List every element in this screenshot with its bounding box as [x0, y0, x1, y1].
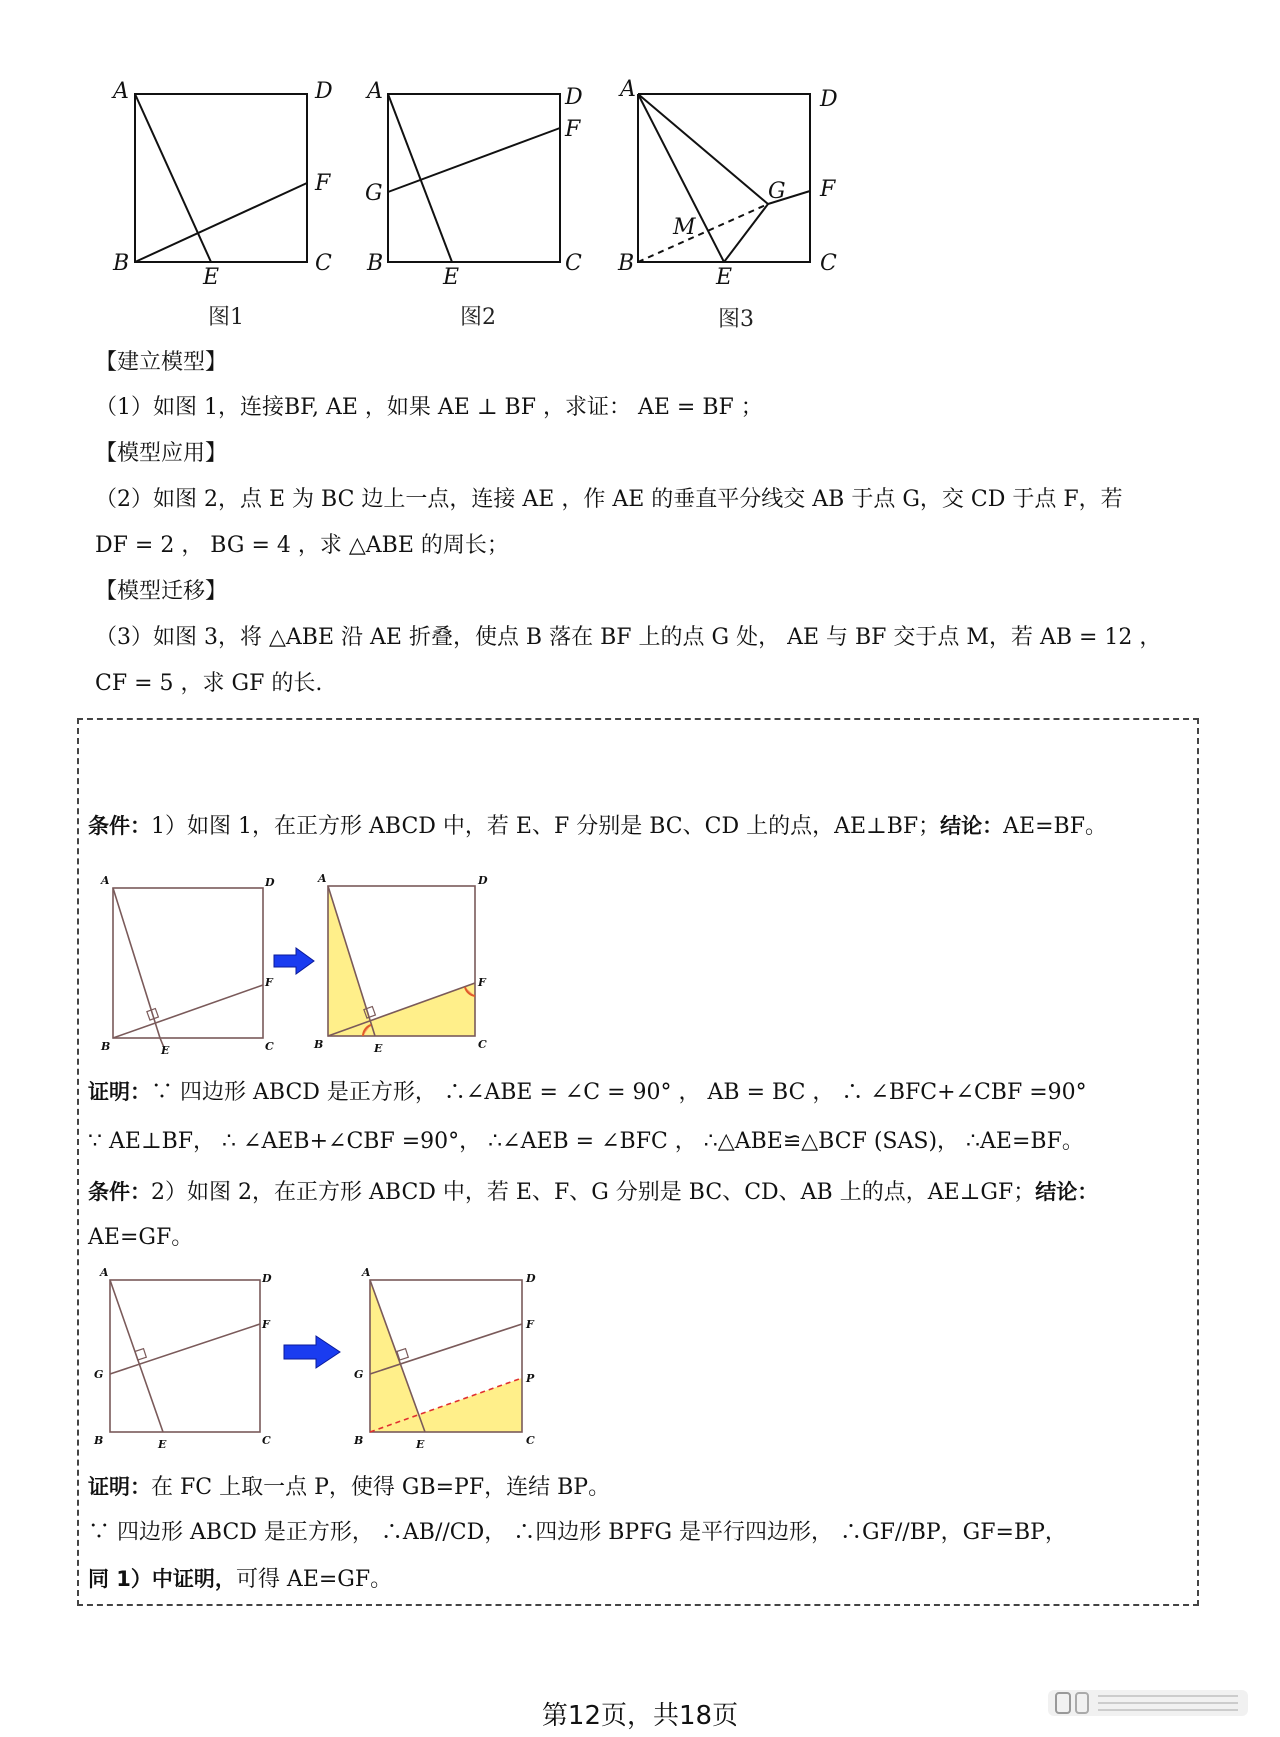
svg-text:G: G	[94, 1368, 104, 1381]
svg-text:C: C	[526, 1434, 535, 1447]
proof-2-line-3-text: 可得 AE=GF。	[235, 1567, 393, 1592]
svg-text:G: G	[365, 181, 383, 206]
proof-2-label: 证明：	[88, 1475, 151, 1499]
svg-text:P: P	[526, 1372, 535, 1385]
proof-1-line-1	[88, 1077, 1087, 1108]
svg-text:E: E	[374, 1042, 383, 1055]
svg-text:E: E	[716, 265, 733, 290]
svg-text:A: A	[318, 872, 327, 885]
proof-2-line-2: ∵ 四边形 ABCD 是正方形， ∴AB//CD， ∴四边形 BPFG 是平行四边形， ∴GF//BP，GF=BP，	[88, 1520, 1067, 1545]
svg-text:A: A	[367, 79, 383, 104]
svg-text:B: B	[94, 1434, 104, 1447]
heading-model-transfer: 【模型迁移】	[95, 579, 228, 604]
figure-1-caption: 图1	[208, 305, 244, 330]
svg-text:C: C	[262, 1434, 271, 1447]
svg-text:D: D	[315, 79, 333, 104]
svg-text:E: E	[158, 1438, 167, 1451]
svg-text:C: C	[820, 251, 837, 276]
svg-text:E: E	[443, 265, 460, 290]
svg-text:E: E	[416, 1438, 425, 1451]
proof-1-line-2: ∵ AE⊥BF， ∴ ∠AEB+∠CBF =90°， ∴∠AEB = ∠BFC ， ∴△ABE≌△BCF (SAS)， ∴AE=BF。	[88, 1129, 1084, 1154]
page-indicator-icon[interactable]	[1048, 1688, 1248, 1718]
heading-model-application: 【模型应用】	[95, 441, 228, 466]
svg-text:B: B	[354, 1434, 364, 1447]
figure-1	[105, 70, 345, 290]
svg-text:A: A	[113, 79, 129, 104]
figure-2-caption: 图2	[460, 305, 496, 330]
arrow-right-icon-2	[282, 1334, 342, 1370]
svg-text:F: F	[262, 1318, 270, 1331]
solution-figure-1-left	[95, 870, 285, 1060]
svg-text:C: C	[265, 1040, 274, 1053]
proof-2-text-1: 在 FC 上取一点 P，使得 GB=PF，连结 BP。	[151, 1475, 611, 1500]
svg-text:F: F	[315, 171, 331, 196]
svg-text:E: E	[203, 265, 220, 290]
svg-text:D: D	[478, 874, 488, 887]
svg-text:G: G	[354, 1368, 364, 1381]
svg-text:B: B	[113, 251, 130, 276]
proof-2-line-1	[88, 1472, 610, 1503]
condition-1-text: 1）如图 1，在正方形 ABCD 中，若 E、F 分别是 BC、CD 上的点，AE⊥BF；	[151, 814, 941, 839]
question-3-line-1: （3）如图 3，将 △ABE 沿 AE 折叠，使点 B 落在 BF 上的点 G 处， AE 与 BF 交于点 M，若 AB = 12 ，	[95, 625, 1162, 650]
proof-2-line-3-bold: 同 1）中证明，	[88, 1567, 236, 1591]
question-2-line-2: DF = 2 ， BG = 4 ，求 △ABE 的周长；	[95, 533, 509, 558]
condition-2-label: 条件：	[88, 1180, 151, 1204]
svg-text:F: F	[265, 976, 273, 989]
svg-text:D: D	[565, 85, 583, 110]
proof-2-line-3	[88, 1564, 392, 1595]
solution-figure-1-right	[310, 868, 500, 1060]
svg-text:A: A	[362, 1266, 371, 1279]
svg-text:D: D	[265, 876, 275, 889]
svg-text:D: D	[262, 1272, 272, 1285]
svg-text:M: M	[673, 215, 696, 240]
question-1: （1）如图 1，连接BF, AE ，如果 AE ⊥ BF ，求证： AE = BF ；	[95, 395, 763, 420]
conclusion-2-label: 结论：	[1035, 1180, 1099, 1204]
conclusion-1-label: 结论：	[940, 814, 1004, 838]
svg-text:A: A	[100, 1266, 109, 1279]
svg-text:D: D	[820, 87, 838, 112]
svg-text:B: B	[314, 1038, 324, 1051]
conclusion-1-text: AE=BF。	[1003, 814, 1107, 839]
svg-text:B: B	[367, 251, 384, 276]
solution-figure-2-left	[88, 1262, 278, 1452]
svg-text:C: C	[478, 1038, 487, 1051]
solution-figure-2-right	[350, 1262, 550, 1454]
svg-text:E: E	[161, 1044, 170, 1057]
conclusion-2-text: AE=GF。	[88, 1225, 194, 1250]
condition-1-label: 条件：	[88, 814, 151, 838]
page-number: 第12页，共18页	[541, 1701, 739, 1731]
svg-text:F: F	[565, 117, 581, 142]
condition-1	[88, 811, 1107, 842]
svg-text:A: A	[101, 874, 110, 887]
question-3-line-2: CF = 5 ，求 GF 的长.	[95, 671, 323, 696]
proof-1-label: 证明：	[88, 1080, 151, 1104]
question-2-line-1: （2）如图 2，点 E 为 BC 边上一点，连接 AE ，作 AE 的垂直平分线交 AB 于点 G，交 CD 于点 F，若	[95, 487, 1123, 512]
svg-text:G: G	[768, 179, 786, 204]
proof-1-text-1: ∵ 四边形 ABCD 是正方形， ∴∠ABE = ∠C = 90° ， AB = BC ， ∴ ∠BFC+∠CBF =90°	[151, 1080, 1087, 1105]
svg-text:D: D	[526, 1272, 536, 1285]
figure-3	[608, 70, 848, 290]
svg-text:A: A	[620, 77, 636, 102]
svg-text:F: F	[478, 976, 486, 989]
svg-text:F: F	[526, 1318, 534, 1331]
svg-text:C: C	[315, 251, 332, 276]
figure-2	[355, 70, 595, 290]
svg-text:B: B	[101, 1040, 111, 1053]
svg-text:F: F	[820, 177, 836, 202]
svg-text:C: C	[565, 251, 582, 276]
condition-2	[88, 1177, 1098, 1208]
condition-2-text: 2）如图 2，在正方形 ABCD 中，若 E、F、G 分别是 BC、CD、AB 上的点，AE⊥GF；	[151, 1180, 1036, 1205]
heading-build-model: 【建立模型】	[95, 350, 228, 375]
svg-text:B: B	[618, 251, 635, 276]
figure-3-caption: 图3	[718, 307, 754, 332]
